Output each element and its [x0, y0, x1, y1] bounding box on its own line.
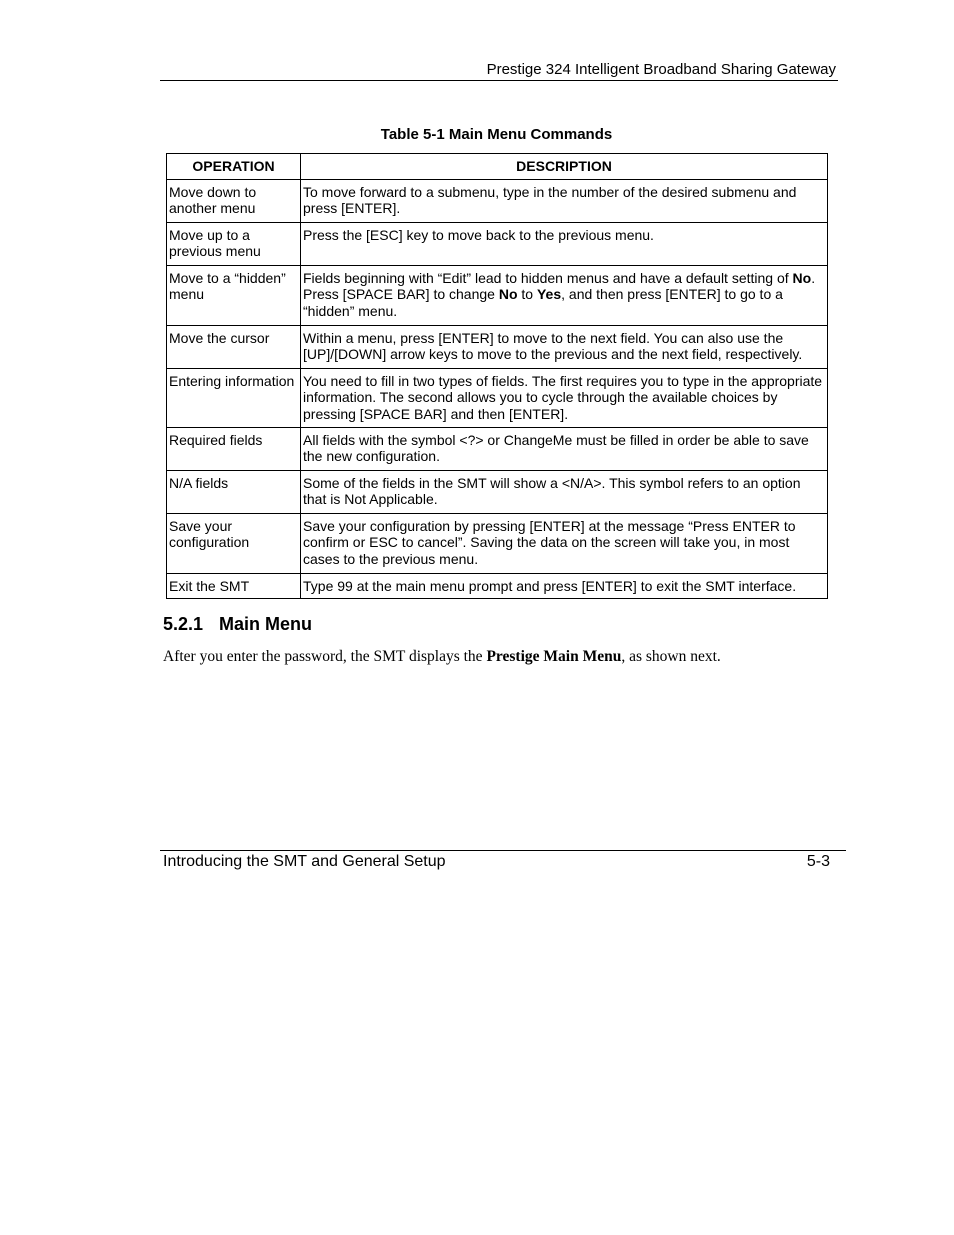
- main-menu-commands-table: [166, 153, 828, 599]
- description-cell: Some of the fields in the SMT will show a <N/A>. This symbol refers to an option that is Not Applicable.: [301, 470, 828, 513]
- description-text: , and then press [ENTER] to go to a “hidden” menu.: [303, 286, 783, 319]
- table-caption: Table 5-1 Main Menu Commands: [380, 126, 613, 143]
- page-footer: [160, 850, 846, 870]
- column-header-description: DESCRIPTION: [301, 154, 828, 180]
- description-cell: [301, 265, 828, 325]
- operation-cell: Exit the SMT: [167, 573, 301, 598]
- section-heading: [163, 614, 312, 635]
- paragraph-text: , as shown next.: [621, 648, 721, 665]
- section-title: Main Menu: [219, 614, 312, 634]
- operation-cell: Move the cursor: [167, 325, 301, 368]
- operation-cell: Move to a “hidden” menu: [167, 265, 301, 325]
- description-cell: Save your configuration by pressing [ENTER] at the message “Press ENTER to confirm or ESC to cancel”. Saving the data on the screen will take you, in most cases to the previous menu.: [301, 513, 828, 573]
- description-text: Fields beginning with “Edit” lead to hidden menus and have a default setting of: [303, 269, 793, 286]
- description-cell: Type 99 at the main menu prompt and press [ENTER] to exit the SMT interface.: [301, 573, 828, 598]
- description-cell: You need to fill in two types of fields. The first requires you to type in the appropriate information. The second allows you to cycle through the available choices by pressing [SPACE BAR] and then [ENTER].: [301, 368, 828, 427]
- table-header-row: [167, 154, 828, 180]
- page-number: 5-3: [806, 853, 830, 870]
- body-paragraph: [163, 648, 843, 666]
- operation-cell: Move down to another menu: [167, 179, 301, 222]
- table-row: [167, 427, 828, 470]
- bold-term-yes: Yes: [536, 286, 562, 302]
- table-row: [167, 222, 828, 265]
- operation-cell: Required fields: [167, 427, 301, 470]
- description-cell: All fields with the symbol <?> or ChangeMe must be filled in order be able to save the new configuration.: [301, 427, 828, 470]
- column-header-operation: OPERATION: [167, 154, 301, 180]
- page-header: [160, 60, 838, 81]
- description-text: . Press [SPACE BAR] to change: [303, 269, 816, 302]
- table-row: [167, 325, 828, 368]
- header-title: Prestige 324 Intelligent Broadband Sharing Gateway: [486, 61, 836, 78]
- bold-term-no: No: [792, 269, 812, 286]
- description-cell: Press the [ESC] key to move back to the previous menu.: [301, 222, 828, 265]
- paragraph-bold-term: Prestige Main Menu: [486, 648, 622, 665]
- table-row: [167, 573, 828, 598]
- table-row: [167, 368, 828, 427]
- table-row: [167, 265, 828, 325]
- description-cell: Within a menu, press [ENTER] to move to the next field. You can also use the [UP]/[DOWN] arrow keys to move to the previous and the next field, respectively.: [301, 325, 828, 368]
- table-row: [167, 513, 828, 573]
- description-text: to: [517, 286, 537, 302]
- table-row: [167, 179, 828, 222]
- description-cell: To move forward to a submenu, type in the number of the desired submenu and press [ENTER].: [301, 179, 828, 222]
- operation-cell: Move up to a previous menu: [167, 222, 301, 265]
- operation-cell: Save your configuration: [167, 513, 301, 573]
- section-number: 5.2.1: [163, 614, 204, 634]
- table-row: [167, 470, 828, 513]
- bold-term-no: No: [498, 286, 518, 302]
- operation-cell: Entering information: [167, 368, 301, 427]
- paragraph-text: After you enter the password, the SMT displays the: [163, 648, 487, 665]
- operation-cell: N/A fields: [167, 470, 301, 513]
- footer-chapter-title: Introducing the SMT and General Setup: [163, 853, 446, 870]
